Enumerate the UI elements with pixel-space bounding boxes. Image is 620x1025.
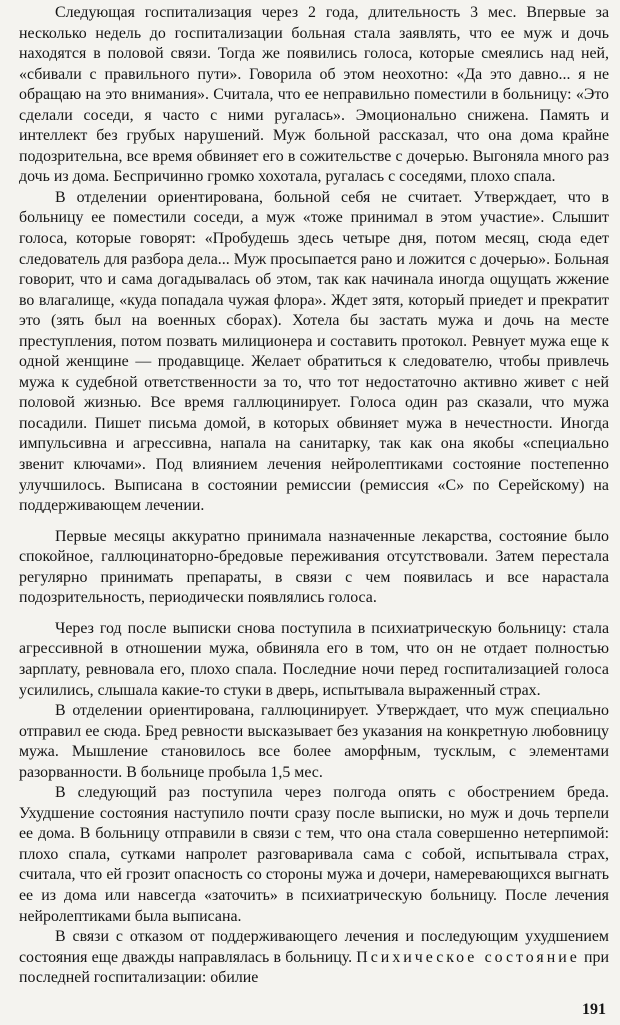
- paragraph-last: [19, 927, 609, 989]
- body-text: [19, 3, 609, 989]
- paragraph: В отделении ориентирована, галлюцинирует. Утверждает, что муж специально отправил ее сюда. Бред ревности высказывает без указания на конкретную любовницу мужа. Мышление становилось все более аморфным, тусклым, с элементами разорванности. В больнице пробыла 1,5 мес.: [19, 702, 609, 781]
- paragraph: В следующий раз поступила через полгода опять с обострением бреда. Ухудшение состояния наступило почти сразу после выписки, но муж и дочь терпели ее дома. В больницу отправили в связи с тем, что она стала совершенно нетерпимой: плохо спала, сутками напролет разговаривала сама с собой, испытывала страх, считала, что ей грозит опасность со стороны мужа и дочери, намеревающихся выгнать ее из дома или навсегда «заточить» в психиатрическую больницу. После лечения нейролептиками была выписана.: [19, 784, 609, 925]
- paragraph: В отделении ориентирована, больной себя не считает. Утверждает, что в больницу ее поместили соседи, а муж «тоже принимал в этом участие». Слышит голоса, которые говорят: «Пробудешь здесь четыре дня, потом месяц, сюда едет следователь для разбора дела... Муж просыпается рано и ложится с дочерью». Больная говорит, что и сама догадывалась об этом, так как начинала иногда ощущать жжение во влагалище, «куда попадала чужая флора». Ждет зятя, который приедет и прекратит это (зять был на военных сборах). Хотела бы застать мужа и дочь на месте преступления, потом позвать милиционера и составить протокол. Ревнует мужа еще к одной женщине — продавщице. Желает обратиться к следователю, чтобы привлечь мужа к судебной ответственности за то, что тот недостаточно активно живет с ней половой жизнью. Все время галлюцинирует. Голоса один раз сказали, что мужа посадили. Пишет письма домой, в которых обвиняет мужа в нечестности. Иногда импульсивна и агрессивна, напала на санитарку, так как она якобы «специально звенит ключами». Под влиянием лечения нейролептиками состояние постепенно улучшилось. Выписана в состоянии ремиссии (ремиссия «С» по Серейскому) на поддерживающем лечении.: [19, 188, 609, 515]
- page-number: 191: [582, 1001, 606, 1018]
- paragraph-last-end: при последней госпитализации: обилие: [19, 948, 609, 987]
- spaced-emphasis: Психическое состояние: [356, 948, 580, 966]
- paragraph: Следующая госпитализация через 2 года, длительность 3 мес. Впервые за несколько недель до госпитализации больная стала заявлять, что ее муж и дочь находятся в половой связи. Тогда же появились голоса, которые смеялись над ней, «сбивали с правильного пути». Говорила об этом неохотно: «Да это давно... я не обращаю на это внимания». Считала, что ее неправильно поместили в больницу: «Это сделали соседи, я часто с ними ругалась». Эмоционально снижена. Память и интеллект без грубых нарушений. Муж больной рассказал, что она дома крайне подозрительна, все время обвиняет его в сожительстве с дочерью. Выгоняла много раз дочь из дома. Беспричинно громко хохотала, ругалась с соседями, плохо спала.: [19, 4, 609, 186]
- paragraph: Через год после выписки снова поступила в психиатрическую больницу: стала агрессивной в отношении мужа, обвиняла его в том, что он не отдает полностью зарплату, ревновала его, плохо спала. Последние ночи перед госпитализацией голоса усилились, слышала какие-то стуки в дверь, испытывала выраженный страх.: [19, 619, 609, 699]
- paragraph-last-start: В связи с отказом от поддерживающего лечения и последующим ухудшением состояния еще дважды направлялась в больницу.: [19, 928, 609, 966]
- paragraph: Первые месяцы аккуратно принимала назначенные лекарства, состояние было спокойное, галлюцинаторно-бредовые переживания отсутствовали. Затем перестала регулярно принимать препараты, в связи с чем появилась и все нарастала подозрительность, периодически появлялись голоса.: [19, 527, 609, 607]
